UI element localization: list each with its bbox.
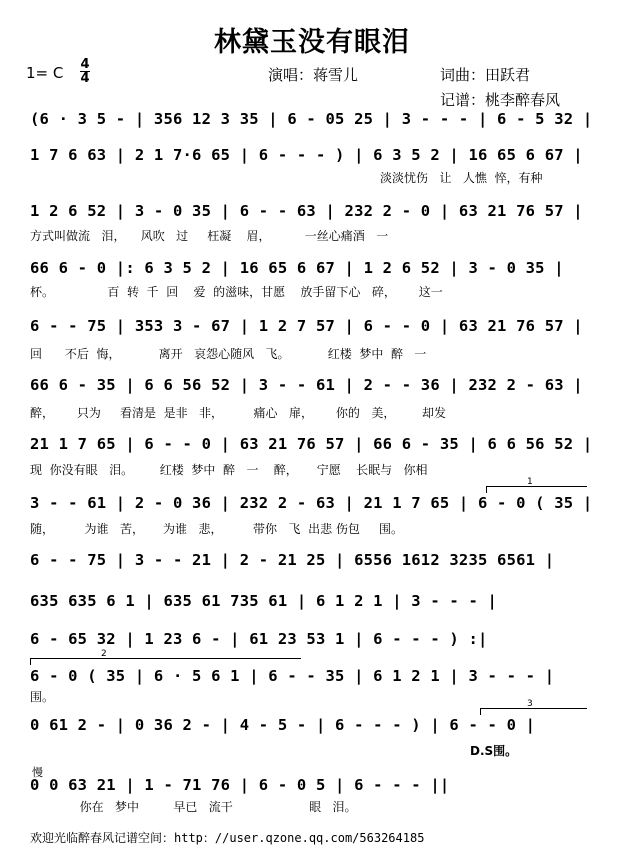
volta-bracket-1: 1 (486, 486, 587, 493)
lyric-line: 随， 为谁 苦， 为谁 悲， 带你 飞 出悲 伤包 围。 (30, 522, 403, 536)
key-signature: 1= C (26, 64, 64, 82)
time-signature-top: 4 (80, 57, 90, 72)
transcriber-credit: 记谱：桃李醉春风 (440, 91, 561, 109)
score-row: 6 - 0 ( 35 | 6 · 5 6 1 | 6 - - 35 | 6 1 2 1 | 3 - - - | (30, 667, 555, 685)
score-row: 635 635 6 1 | 635 61 735 61 | 6 1 2 1 | 3 - - - | (30, 592, 498, 610)
ds-mark: D.S围。 (470, 744, 518, 758)
lyric-line: 你在 梦中 早已 流干 眼 泪。 (30, 800, 357, 814)
footer-link-text: 欢迎光临醉春风记谱空间：http：//user.qzone.qq.com/563264185 (30, 831, 425, 845)
singer-credit: 演唱：蒋雪儿 (268, 66, 359, 84)
score-row: 3 - - 61 | 2 - 0 36 | 232 2 - 63 | 21 1 7 65 | 6 - 0 ( 35 | (30, 494, 593, 512)
lyric-line: 围。 (30, 690, 55, 704)
lyric-line: 淡淡忧伤 让 人憔 悴，有种 (380, 171, 543, 185)
score-row: 1 2 6 52 | 3 - 0 35 | 6 - - 63 | 232 2 - 0 | 63 21 76 57 | (30, 202, 583, 220)
score-row: 66 6 - 35 | 6 6 56 52 | 3 - - 61 | 2 - - 36 | 232 2 - 63 | (30, 376, 583, 394)
time-signature-bottom: 4 (80, 71, 90, 86)
lyric-line: 回 不后 悔， 离开 哀怨心随风 飞。 红楼 梦中 醉 一 (30, 347, 427, 361)
score-row: 0 61 2 - | 0 36 2 - | 4 - 5 - | 6 - - - ) | 6 - - 0 | (30, 716, 536, 734)
score-row: 21 1 7 65 | 6 - - 0 | 63 21 76 57 | 66 6 - 35 | 6 6 56 52 | (30, 435, 593, 453)
lyric-line: 杯。 百 转 千 回 爱 的滋味，甘愿 放手留下心 碎， 这一 (30, 285, 443, 299)
time-signature (80, 58, 90, 85)
volta-bracket-2: 2 (30, 658, 301, 665)
lyric-line: 方式叫做流 泪， 风吹 过 枉凝 眉， 一丝心痛酒 一 (30, 229, 389, 243)
tempo-mark: 慢 (32, 766, 43, 779)
score-row: 6 - - 75 | 3 - - 21 | 2 - 21 25 | 6556 1612 3235 6561 | (30, 551, 555, 569)
composer-credit: 词曲：田跃君 (440, 66, 531, 84)
score-row: 1 7 6 63 | 2 1 7·6 65 | 6 - - - ) | 6 3 5 2 | 16 65 6 67 | (30, 146, 583, 164)
score-row: (6 · 3 5 - | 356 12 3 35 | 6 - 05 25 | 3 - - - | 6 - 5 32 | (30, 110, 593, 128)
page-title: 林黛玉没有眼泪 (214, 27, 410, 58)
volta-bracket-3: 3 (480, 708, 587, 715)
score-row: 66 6 - 0 |: 6 3 5 2 | 16 65 6 67 | 1 2 6 52 | 3 - 0 35 | (30, 259, 564, 277)
score-row: 6 - 65 32 | 1 23 6 - | 61 23 53 1 | 6 - - - ) :| (30, 630, 488, 648)
score-row: 6 - - 75 | 353 3 - 67 | 1 2 7 57 | 6 - - 0 | 63 21 76 57 | (30, 317, 583, 335)
lyric-line: 现 你没有眼 泪。 红楼 梦中 醉 一 醉， 宁愿 长眠与 你相 (30, 463, 428, 477)
score-row: 0 0 63 21 | 1 - 71 76 | 6 - 0 5 | 6 - - - || (30, 776, 450, 794)
lyric-line: 醉， 只为 看清是 是非 非， 痛心 扉， 你的 美， 却发 (30, 406, 447, 420)
